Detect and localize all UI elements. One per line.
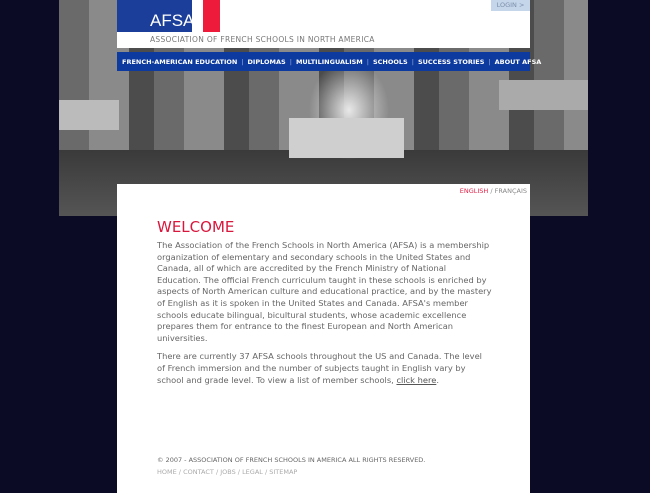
- nav-multilingualism[interactable]: MULTILINGUALISM: [295, 57, 363, 66]
- nav-about-afsa[interactable]: ABOUT AFSA: [494, 57, 542, 66]
- nav-french-american-education[interactable]: FRENCH-AMERICAN EDUCATION: [122, 57, 238, 66]
- footer-sitemap[interactable]: SITEMAP: [269, 468, 298, 476]
- nav-separator: |: [241, 57, 244, 66]
- nav-separator: |: [488, 57, 491, 66]
- click-here-link[interactable]: click here: [396, 374, 437, 385]
- period: .: [436, 374, 439, 385]
- login-button[interactable]: LOGIN >: [491, 0, 530, 11]
- nav-success-stories[interactable]: SUCCESS STORIES: [417, 57, 485, 66]
- footer-contact[interactable]: CONTACT: [183, 468, 214, 476]
- nav-separator: |: [411, 57, 414, 66]
- nav-schools[interactable]: SCHOOLS: [372, 57, 408, 66]
- schools-paragraph: [157, 351, 492, 386]
- footer-home[interactable]: HOME: [157, 468, 177, 476]
- intro-paragraph: The Association of the French Schools in North America (AFSA) is a membership organization of elementary and secondary schools in the United States and Canada, all of which are accredited by the French Ministry of National Education. The official French curriculum taught in these schools is enriched by aspects of North American culture and educational practice, and by the mastery of English as it is spoken in the United States and Canada. AFSA's member schools educate bilingual, bicultural students, whose academic excellence prepares them for entrance to the finest European and North American universities.: [157, 240, 492, 343]
- copyright: © 2007 - ASSOCIATION OF FRENCH SCHOOLS IN AMERICA ALL RIGHTS RESERVED.: [157, 456, 426, 464]
- tagline: ASSOCIATION OF FRENCH SCHOOLS IN NORTH AMERICA: [150, 35, 375, 44]
- schools-text: There are currently 37 AFSA schools throughout the US and Canada. The level of French immersion and the number of subjects taught in English vary by school and grade level. To view a list of member schools,: [157, 351, 482, 385]
- lang-separator: /: [488, 187, 495, 195]
- main-nav: [117, 52, 542, 71]
- nav-diplomas[interactable]: DIPLOMAS: [247, 57, 286, 66]
- language-switcher: [460, 187, 527, 195]
- logo-block-red: [203, 0, 220, 32]
- page-title: WELCOME: [157, 218, 235, 236]
- lang-english[interactable]: ENGLISH: [459, 187, 489, 195]
- content-panel: [117, 184, 530, 493]
- lang-french[interactable]: FRANÇAIS: [494, 187, 527, 195]
- nav-separator: |: [289, 57, 292, 66]
- welcome-text: [157, 240, 492, 393]
- logo[interactable]: AFSA: [150, 11, 195, 30]
- nav-separator: |: [366, 57, 369, 66]
- footer-links: HOME / CONTACT / JOBS / LEGAL / SITEMAP: [157, 468, 298, 476]
- footer-jobs[interactable]: JOBS: [220, 468, 236, 476]
- footer-legal[interactable]: LEGAL: [242, 468, 263, 476]
